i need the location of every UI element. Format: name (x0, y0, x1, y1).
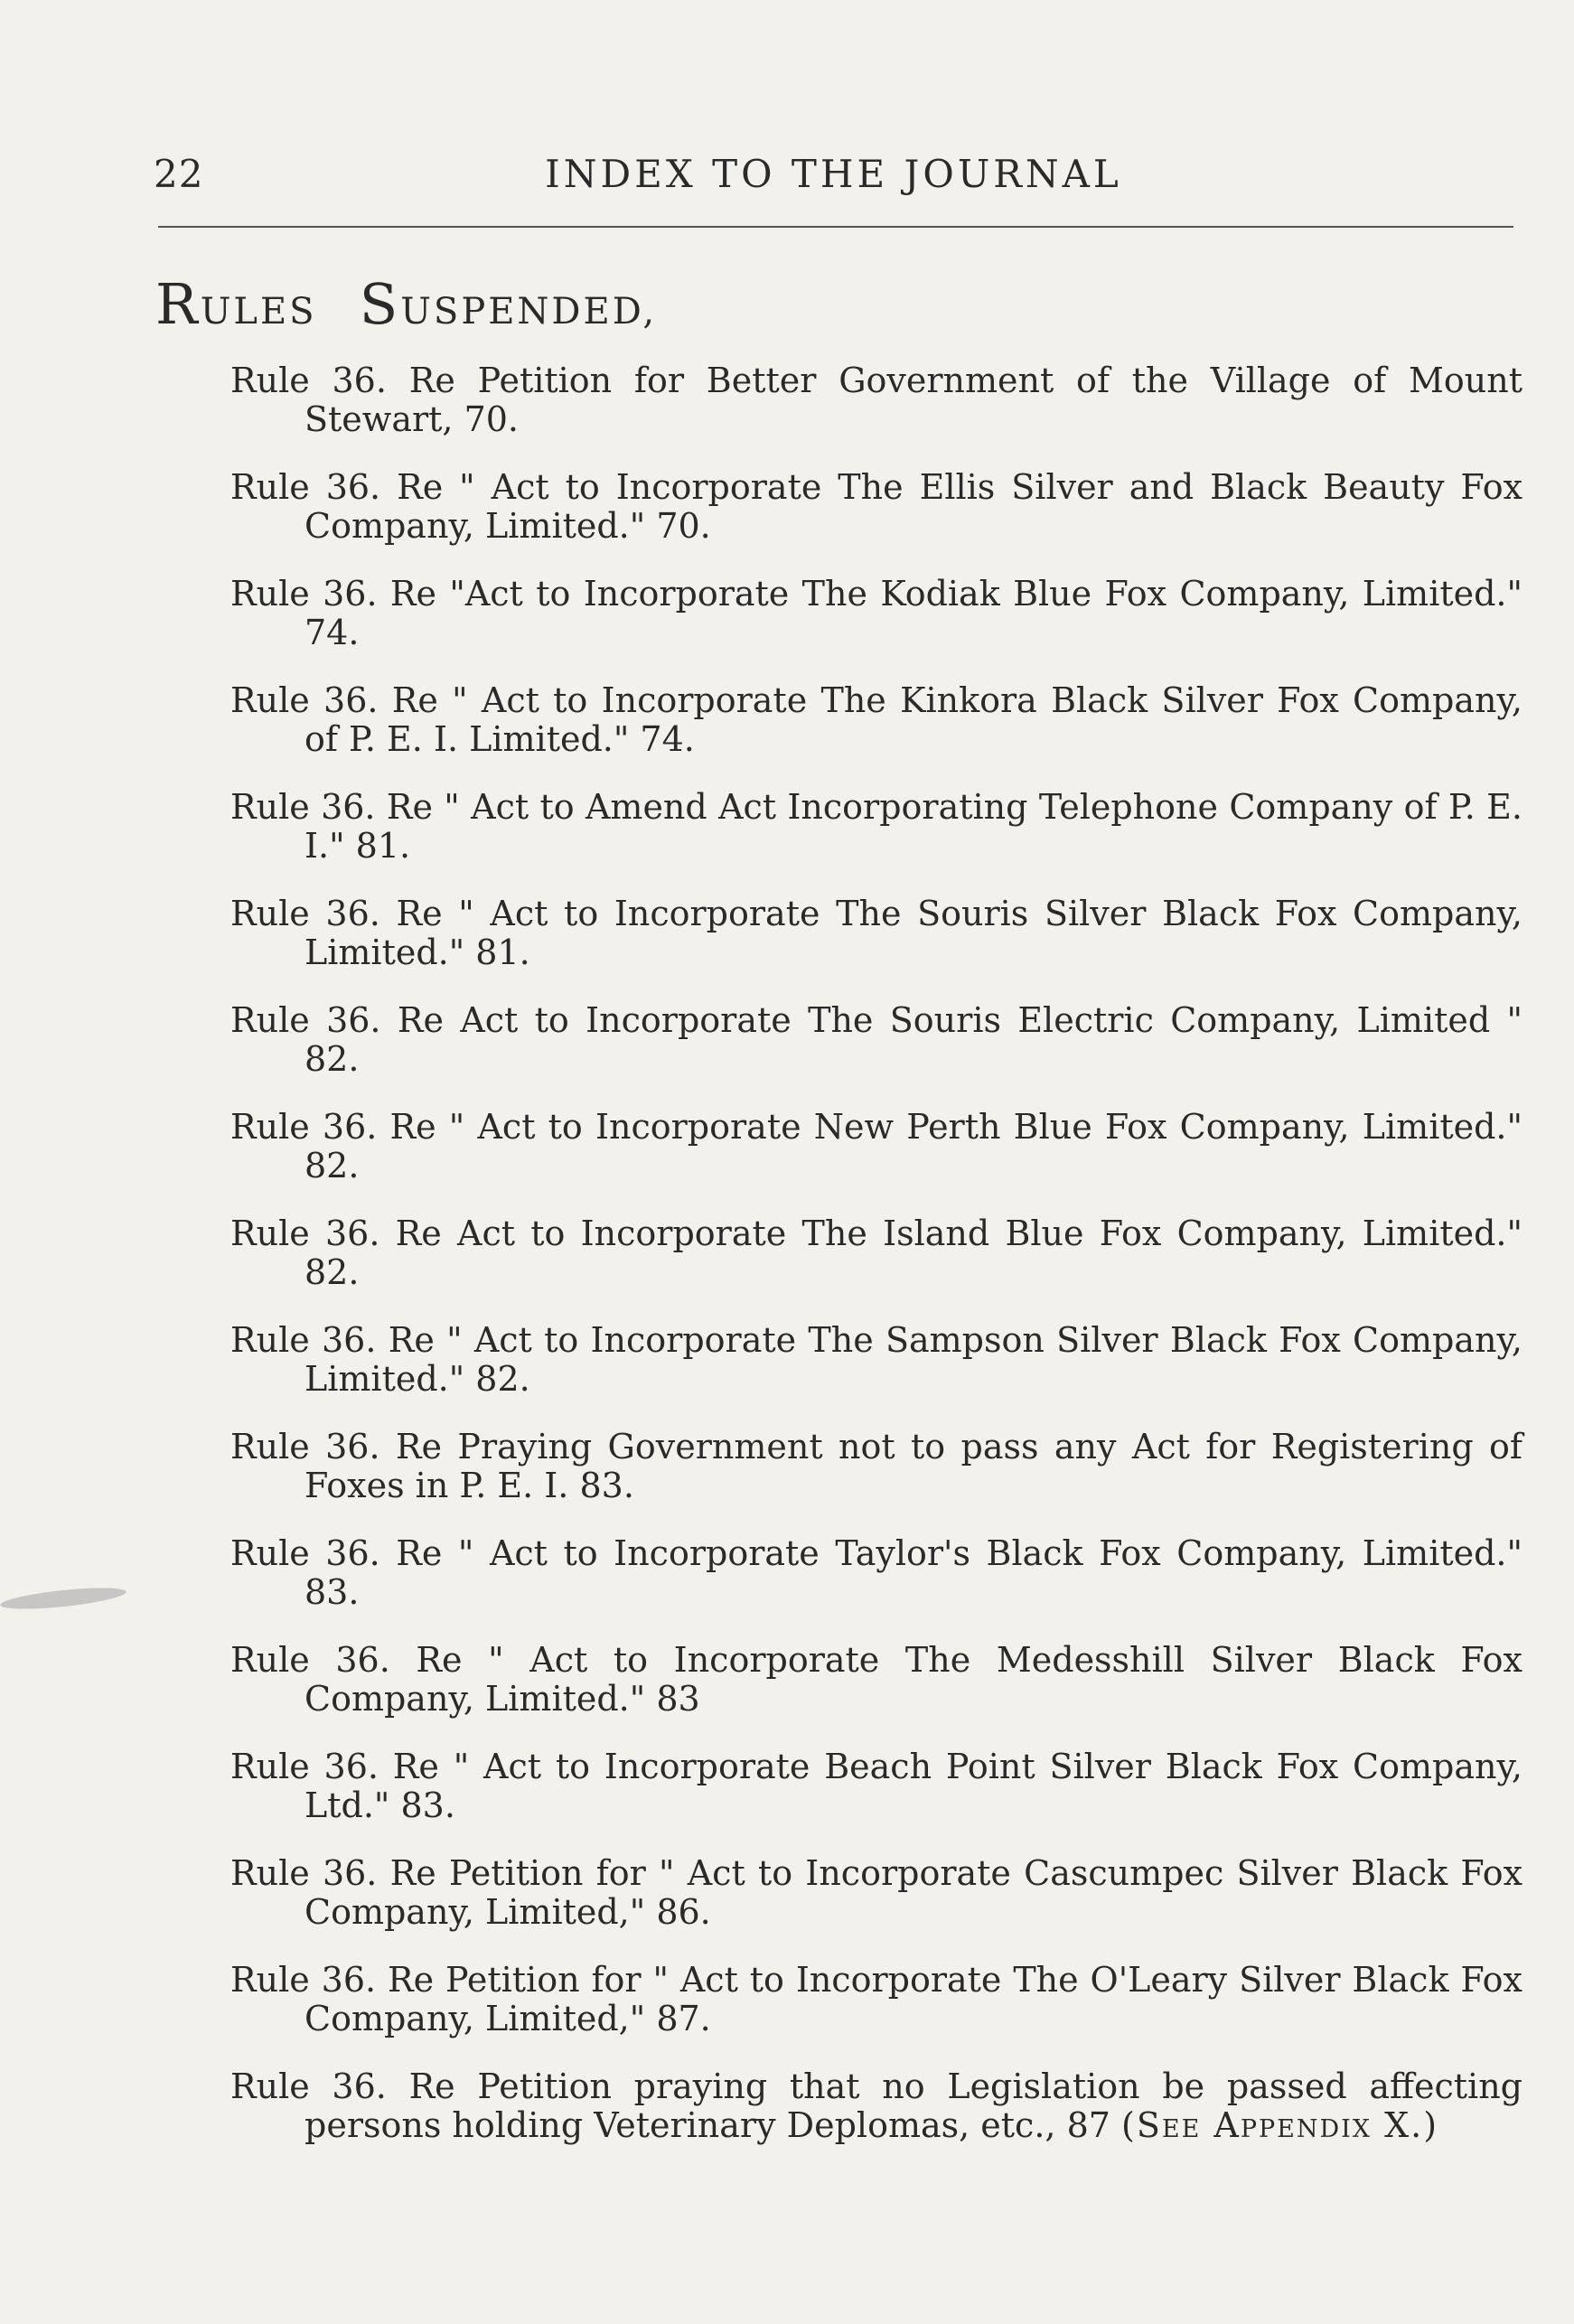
page-smudge (0, 1584, 127, 1614)
index-entry: Rule 36. Re " Act to Incorporate The Medesshill Silver Black Fox Company, Limited." 83 (230, 1640, 1522, 1719)
index-entry: Rule 36. Re Petition for Better Government of the Village of Mount Stewart, 70. (230, 361, 1522, 439)
index-entry: Rule 36. Re " Act to Incorporate The Ellis Silver and Black Beauty Fox Company, Limited." 70. (230, 467, 1522, 546)
index-entry-last: Rule 36. Re Petition praying that no Legislation be passed affecting persons holding Veterinary Deplomas, etc., 87 (See Appendix X.) (230, 2066, 1522, 2145)
index-entry: Rule 36. Re Praying Government not to pass any Act for Registering of Foxes in P. E. I. 83. (230, 1427, 1522, 1505)
section-title: RULES SUSPENDED, (155, 271, 658, 337)
index-entry: Rule 36. Re Act to Incorporate The Island Blue Fox Company, Limited." 82. (230, 1214, 1522, 1292)
index-entry: Rule 36. Re " Act to Incorporate The Sampson Silver Black Fox Company, Limited." 82. (230, 1320, 1522, 1399)
index-entries (230, 361, 1522, 2174)
see-appendix-note: (See Appendix X.) (1121, 2105, 1439, 2145)
page-header (154, 152, 1513, 206)
index-entry: Rule 36. Re " Act to Incorporate Beach Point Silver Black Fox Company, Ltd." 83. (230, 1747, 1522, 1825)
index-entry: Rule 36. Re Act to Incorporate The Souris Electric Company, Limited " 82. (230, 1000, 1522, 1079)
index-entry: Rule 36. Re "Act to Incorporate The Kodiak Blue Fox Company, Limited." 74. (230, 574, 1522, 652)
index-entry: Rule 36. Re Petition for " Act to Incorporate Cascumpec Silver Black Fox Company, Limited," 86. (230, 1853, 1522, 1932)
header-divider (158, 226, 1513, 228)
running-head: INDEX TO THE JOURNAL (545, 152, 1122, 196)
index-entry: Rule 36. Re " Act to Incorporate The Souris Silver Black Fox Company, Limited." 81. (230, 894, 1522, 972)
index-entry: Rule 36. Re " Act to Amend Act Incorporating Telephone Company of P. E. I." 81. (230, 787, 1522, 866)
page-number: 22 (154, 152, 204, 196)
index-entry: Rule 36. Re " Act to Incorporate Taylor's Black Fox Company, Limited." 83. (230, 1533, 1522, 1612)
index-entry: Rule 36. Re Petition for " Act to Incorporate The O'Leary Silver Black Fox Company, Limited," 87. (230, 1960, 1522, 2038)
index-entry: Rule 36. Re " Act to Incorporate The Kinkora Black Silver Fox Company, of P. E. I. Limited." 74. (230, 680, 1522, 759)
index-entry: Rule 36. Re " Act to Incorporate New Perth Blue Fox Company, Limited." 82. (230, 1107, 1522, 1185)
